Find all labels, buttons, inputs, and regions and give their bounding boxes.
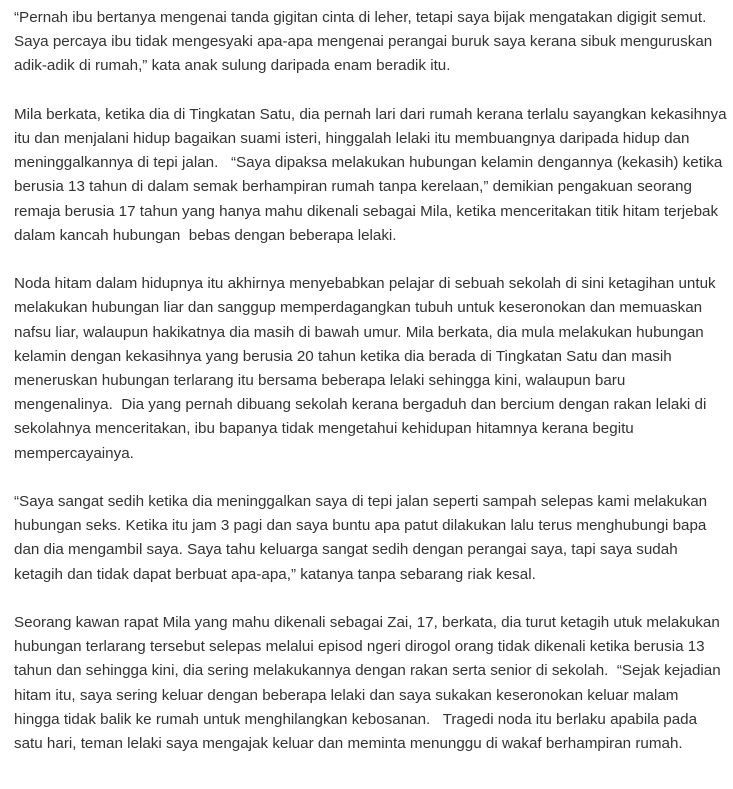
article-paragraph: “Saya sangat sedih ketika dia meninggalkan saya di tepi jalan seperti sampah selepas kami melakukan hubungan seks. Ketika itu jam 3 pagi dan saya buntu apa patut dilakukan lalu terus menghubungi bapa dan dia mengambil saya. Saya tahu keluarga sangat sedih dengan perangai saya, tapi saya sudah ketagih dan tidak dapat berbuat apa-apa,” katanya tanpa sebarang riak kesal. [14, 493, 712, 583]
article-paragraph: “Pernah ibu bertanya mengenai tanda gigitan cinta di leher, tetapi saya bijak mengatakan digigit semut. Saya percaya ibu tidak mengesyaki apa-apa mengenai perangai buruk saya kerana sibuk menguruskan adik-adik di rumah,” kata anak sulung daripada enam beradik itu. [14, 9, 717, 75]
article-paragraph: Noda hitam dalam hidupnya itu akhirnya menyebabkan pelajar di sebuah sekolah di sini ketagihan untuk melakukan hubungan liar dan sanggup memperdagangkan tubuh untuk keseronokan dan memuaskan nafsu liar, walaupun hakikatnya dia masih di bawah umur. Mila berkata, dia mula melakukan hubungan kelamin dengan kekasihnya yang berusia 20 tahun ketika dia berada di Tingkatan Satu dan masih meneruskan hubungan terlarang itu bersama beberapa lelaki sehingga kini, walaupun baru mengenalinya. Dia yang pernah dibuang sekolah kerana bergaduh dan bercium dengan rakan lelaki di sekolahnya menceritakan, ibu bapanya tidak mengetahui kehidupan hitamnya kerana begitu mempercayainya. [14, 275, 720, 462]
article-paragraph: Seorang kawan rapat Mila yang mahu dikenali sebagai Zai, 17, berkata, dia turut ketagih utuk melakukan hubungan terlarang tersebut selepas melalui episod ngeri dirogol orang tidak dikenali ketika berusia 13 tahun dan sehingga kini, dia sering melakukannya dengan rakan serta senior di sekolah. “Sejak kejadian hitam itu, saya sering keluar dengan beberapa lelaki dan saya sukakan keseronokan keluar malam hingga tidak balik ke rumah untuk menghilangkan kebosanan. Tragedi noda itu berlaku apabila pada satu hari, teman lelaki saya mengajak keluar dan meminta menunggu di wakaf berhampiran rumah. [14, 614, 725, 753]
article-paragraph: Mila berkata, ketika dia di Tingkatan Satu, dia pernah lari dari rumah kerana terlalu sayangkan kekasihnya itu dan menjalani hidup bagaikan suami isteri, hinggalah lelaki itu membuangnya daripada hidup dan meninggalkannya di tepi jalan. “Saya dipaksa melakukan hubungan kelamin dengannya (kekasih) ketika berusia 13 tahun di dalam semak berhampiran rumah tanpa kerelaan,” demikian pengakuan seorang remaja berusia 17 tahun yang hanya mahu dikenali sebagai Mila, ketika menceritakan titik hitam terjebak dalam kancah hubungan bebas dengan beberapa lelaki. [14, 105, 731, 244]
